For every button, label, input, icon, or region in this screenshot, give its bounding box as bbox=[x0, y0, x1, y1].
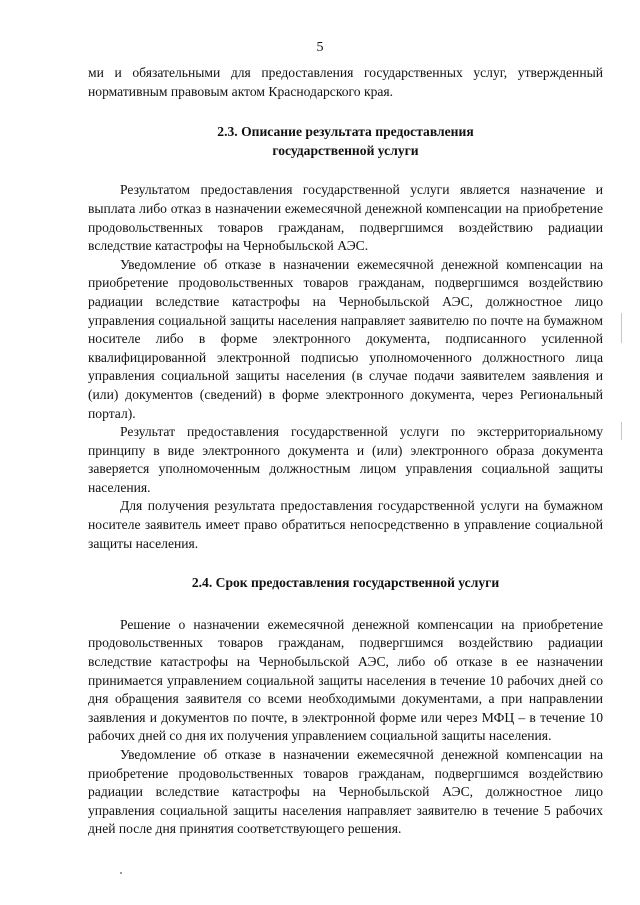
page-number: 5 bbox=[316, 40, 324, 55]
section-2-4-paragraph-1: Решение о назначении ежемесячной денежной компенсации на приобретение продовольственных товаров гражданам, подвергшимся воздействию радиации вследствие катастрофы на Чернобыльской АЭС, либо об отказе в ее назначении принимается управлением социальной защиты населения в течение 10 рабочих дней со дня обращения заявителя со всеми необходимыми документами, а при направлении заявления и документов по почте, в электронной форме или через МФЦ – в течение 10 рабочих дней со дня их получения управлением социальной защиты населения. bbox=[88, 616, 603, 744]
section-2-4-heading: 2.4. Срок предоставления государственной услуги bbox=[191, 575, 500, 591]
section-2-3-heading bbox=[88, 123, 603, 160]
section-2-3-heading-line1: 2.3. Описание результата предоставления bbox=[217, 124, 474, 140]
scan-edge-mark bbox=[621, 422, 622, 440]
section-2-3-paragraph-2: Уведомление об отказе в назначении ежемесячной денежной компенсации на приобретение продовольственных товаров гражданам, подвергшимся воздействию радиации вследствие катастрофы на Чернобыльской АЭС, должностное лицо управления социальной защиты населения направляет заявителю по почте на бумажном носителе либо в форме электронного документа, подписанного усиленной квалифицированной электронной подписью уполномоченного должностного лица управления социальной защиты населения (в случае подачи заявителем заявления и (или) документов (сведений) в форме электронного документа, через Региональный портал). bbox=[88, 256, 603, 421]
scan-speck bbox=[120, 872, 122, 874]
section-2-3-paragraph-4: Для получения результата предоставления государственной услуги на бумажном носителе заявитель имеет право обратиться непосредственно в управление социальной защиты населения. bbox=[88, 498, 603, 551]
scan-edge-mark bbox=[621, 313, 622, 343]
section-2-3-paragraph-3: Результат предоставления государственной услуги по экстерриториальному принципу в виде электронного документа и (или) электронного образа документа заверяется уполномоченным должностным лицом управления социальной защиты населения. bbox=[88, 424, 603, 495]
section-2-3-heading-line2: государственной услуги bbox=[272, 142, 419, 158]
intro-paragraph: ми и обязательными для предоставления государственных услуг, утвержденный нормативным правовым актом Краснодарского края. bbox=[88, 65, 603, 99]
section-2-4-paragraph-2: Уведомление об отказе в назначении ежемесячной денежной компенсации на приобретение продовольственных товаров гражданам, подвергшимся воздействию радиации вследствие катастрофы на Чернобыльской АЭС, должностное лицо управления социальной защиты населения направляет заявителю в течение 5 рабочих дней после дня принятия соответствующего решения. bbox=[88, 747, 603, 837]
document-body bbox=[88, 64, 603, 839]
section-2-3-paragraph-1: Результатом предоставления государственной услуги является назначение и выплата либо отказ в назначении ежемесячной денежной компенсации на приобретение продовольственных товаров гражданам, подвергшимся воздействию радиации вследствие катастрофы на Чернобыльской АЭС. bbox=[88, 182, 603, 254]
